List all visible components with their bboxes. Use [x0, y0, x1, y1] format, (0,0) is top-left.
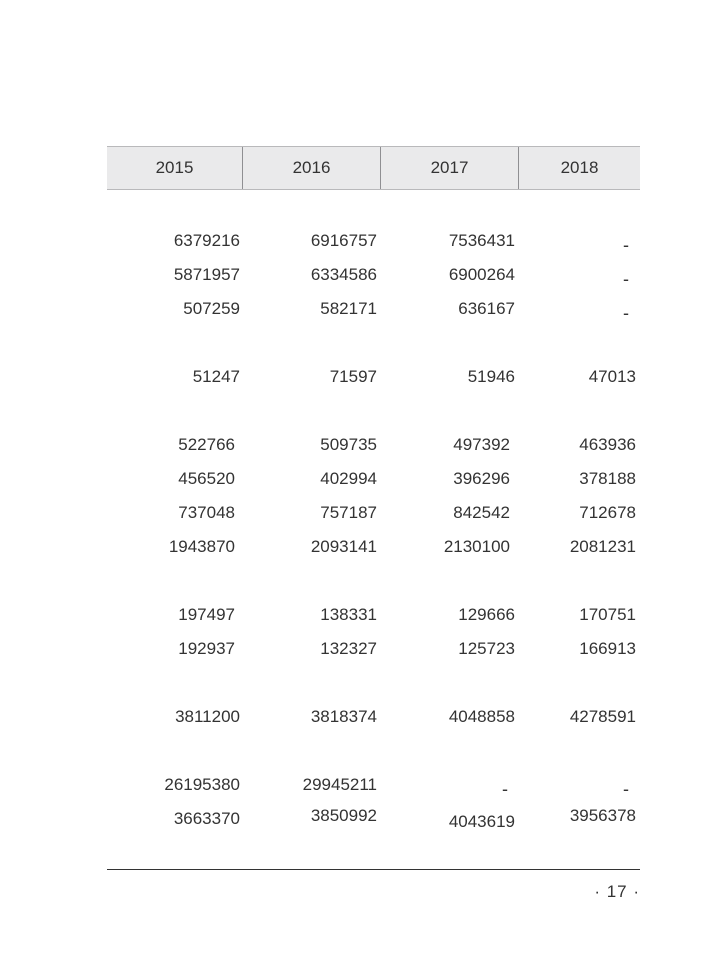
table-cell: 456520 — [178, 469, 235, 488]
table-cell: 737048 — [178, 503, 235, 522]
table-cell: 26195380 — [164, 775, 240, 794]
table-cell: 522766 — [178, 435, 235, 454]
header-2017: 2017 — [380, 147, 518, 189]
table-cell: - — [623, 235, 629, 255]
table-cell: 47013 — [588, 367, 636, 386]
table-cell: 712678 — [579, 503, 636, 522]
table-cell: 2081231 — [569, 537, 636, 556]
table-cell: 1943870 — [168, 537, 235, 556]
table-cell: 2130100 — [443, 537, 510, 556]
table-cell: 757187 — [320, 503, 377, 522]
table-cell: 4278591 — [569, 707, 636, 726]
bottom-rule — [107, 869, 640, 870]
table-cell: 132327 — [320, 639, 377, 658]
table-cell: 396296 — [453, 469, 510, 488]
table-cell: 497392 — [453, 435, 510, 454]
table-cell: 3850992 — [310, 806, 377, 825]
table-cell: 125723 — [458, 639, 515, 658]
table-cell: 170751 — [579, 605, 636, 624]
page-number: · 17 · — [594, 882, 640, 901]
table-cell: 197497 — [178, 605, 235, 624]
table-cell: 378188 — [579, 469, 636, 488]
table-cell: - — [502, 779, 508, 799]
header-2016: 2016 — [242, 147, 380, 189]
table-cell: 3956378 — [569, 806, 636, 825]
table-cell: 463936 — [579, 435, 636, 454]
table-cell: - — [623, 779, 629, 799]
header-2015: 2015 — [155, 158, 194, 177]
table-cell: 138331 — [320, 605, 377, 624]
table-cell: - — [623, 269, 629, 289]
table-cell: 842542 — [453, 503, 510, 522]
table-cell: 6379216 — [173, 231, 240, 250]
table-cell: 71597 — [329, 367, 377, 386]
table-header — [107, 146, 640, 190]
table-cell: 192937 — [178, 639, 235, 658]
table-cell: 51946 — [467, 367, 515, 386]
table-cell: 4043619 — [448, 812, 515, 831]
table-cell: 6334586 — [310, 265, 377, 284]
table-cell: 166913 — [579, 639, 636, 658]
table-cell: 29945211 — [302, 775, 377, 794]
table-cell: - — [623, 303, 629, 323]
table-cell: 3811200 — [175, 707, 240, 726]
table-cell: 3663370 — [173, 809, 240, 828]
table-cell: 6900264 — [448, 265, 515, 284]
table-cell: 2093141 — [310, 537, 377, 556]
table-cell: 5871957 — [173, 265, 240, 284]
table-cell: 129666 — [458, 605, 515, 624]
table-cell: 582171 — [320, 299, 377, 318]
table-cell: 636167 — [458, 299, 515, 318]
table-cell: 509735 — [320, 435, 377, 454]
table-cell: 51247 — [192, 367, 240, 386]
table-cell: 402994 — [320, 469, 377, 488]
table-cell: 4048858 — [448, 707, 515, 726]
header-2018: 2018 — [518, 147, 640, 189]
table-cell: 3818374 — [310, 707, 377, 726]
table-cell: 6916757 — [310, 231, 377, 250]
table-cell: 7536431 — [448, 231, 515, 250]
table-cell: 507259 — [183, 299, 240, 318]
